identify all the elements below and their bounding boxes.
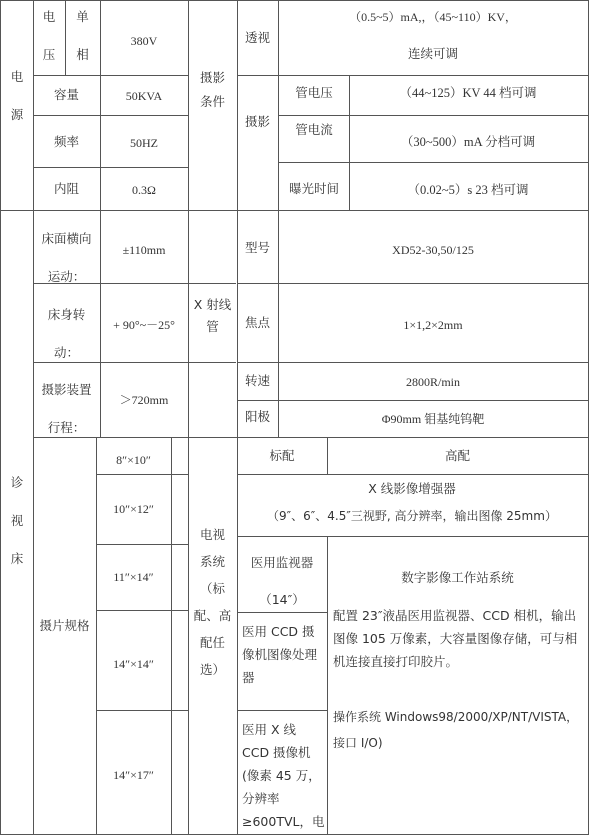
model-label: 型号 — [244, 240, 270, 255]
capacity-value: 50KVA — [125, 89, 163, 103]
grid-line-vertical — [0, 0, 1, 835]
grid-line-horizontal — [96, 710, 188, 711]
grid-line-horizontal — [237, 710, 327, 711]
grid-line-horizontal — [33, 437, 589, 438]
intensifier-detail: （9″、6″、4.5″三视野, 高分辨率，输出图像 25mm） — [267, 509, 557, 523]
tube-voltage-value: （44~125）KV 44 档可调 — [399, 86, 537, 100]
monitor-label: 医用监视器 （14″） — [250, 555, 314, 607]
rotation-value: + 90°~－25° — [113, 318, 175, 332]
tv-system-header: 电视 系统 （标 配、高 配任 选） — [193, 527, 232, 677]
rotation-label: 床身转 动： — [47, 307, 86, 360]
ccd-processor-label: 医用 CCD 摄 像机图像处理 器 — [242, 624, 318, 685]
lateral-label: 床面横向 运动： — [41, 231, 92, 284]
film-size: 10″×12″ — [113, 502, 154, 516]
radiography-label: 摄影 — [244, 114, 270, 129]
grid-line-horizontal — [0, 210, 589, 211]
focus-label: 焦点 — [244, 315, 270, 330]
power-header: 电 源 — [10, 69, 24, 122]
grid-line-horizontal — [33, 115, 188, 116]
exposure-time-value: （0.02~5）s 23 档可调 — [407, 183, 529, 197]
grid-line-horizontal — [237, 536, 589, 537]
grid-line-horizontal — [278, 162, 589, 163]
grid-line-horizontal — [237, 75, 589, 76]
grid-line-horizontal — [237, 474, 589, 475]
grid-line-horizontal — [278, 115, 589, 116]
model-value: XD52-30,50/125 — [392, 243, 474, 257]
standard-label: 标配 — [269, 448, 295, 463]
focus-value: 1×1,2×2mm — [403, 318, 463, 332]
travel-value: ＞720mm — [119, 393, 169, 407]
film-size: 8″×10″ — [116, 453, 151, 467]
lateral-value: ±110mm — [122, 243, 166, 257]
voltage-value: 380V — [130, 34, 158, 48]
fluoro-value-continuous: 连续可调 — [407, 46, 458, 61]
anode-value: Φ90mm 钼基纯钨靶 — [381, 412, 485, 426]
tube-voltage-label: 管电压 — [295, 85, 333, 100]
grid-line-vertical — [100, 0, 101, 437]
capacity-label: 容量 — [53, 87, 79, 102]
phase-label: 单 相 — [76, 9, 89, 62]
fluoro-label: 透视 — [244, 30, 270, 45]
workstation-title: 数字影像工作站系统 — [401, 570, 514, 585]
film-size: 14″×14″ — [113, 657, 154, 671]
xray-tube-header: X 射线 管 — [193, 297, 232, 334]
grid-line-vertical — [171, 437, 172, 835]
speed-value: 2800R/min — [405, 375, 460, 389]
film-label: 摄片规格 — [39, 618, 90, 633]
grid-line-vertical — [188, 0, 189, 835]
tube-current-value: （30~500）mA 分档可调 — [400, 135, 536, 149]
grid-line-horizontal — [96, 610, 188, 611]
resistance-value: 0.3Ω — [132, 183, 156, 197]
workstation-os: 操作系统 Windows98/2000/XP/NT/VISTA，接口 I/O) — [333, 710, 579, 750]
anode-label: 阳极 — [244, 409, 270, 424]
grid-line-horizontal — [33, 75, 188, 76]
grid-line-vertical — [278, 0, 279, 437]
speed-label: 转速 — [244, 373, 270, 388]
grid-line-horizontal — [237, 283, 589, 284]
grid-line-horizontal — [188, 0, 237, 1]
bed-header: 诊 视 床 — [10, 475, 24, 566]
tube-current-label: 管电流 — [295, 122, 333, 137]
grid-line-horizontal — [237, 400, 589, 401]
fluoro-value: （0.5~5）mA,，（45~110）KV， — [349, 10, 517, 24]
exposure-header: 摄影 条件 — [199, 70, 225, 109]
ccd-camera-label: 医用 X 线 CCD 摄像机 (像素 45 万， 分辨率 ≥600TVL，电 — [242, 722, 325, 829]
frequency-value: 50HZ — [130, 136, 158, 150]
resistance-label: 内阻 — [53, 181, 79, 196]
film-size: 11″×14″ — [113, 570, 154, 584]
frequency-label: 频率 — [53, 134, 79, 149]
grid-line-horizontal — [33, 167, 188, 168]
travel-label: 摄影装置 行程： — [41, 382, 92, 435]
grid-line-horizontal — [96, 544, 188, 545]
intensifier-title: X 线影像增强器 — [368, 481, 456, 496]
grid-line-horizontal — [96, 474, 188, 475]
grid-line-horizontal — [237, 362, 589, 363]
high-label: 高配 — [444, 448, 470, 463]
voltage-label: 电 压 — [42, 9, 56, 62]
film-size: 14″×17″ — [113, 768, 154, 782]
workstation-description: 配置 23″液晶医用监视器、CCD 相机，输出图像 105 万像素，大容量图像存储，可与相机连接直接打印胶片。 — [333, 608, 578, 669]
exposure-time-label: 曝光时间 — [288, 181, 339, 196]
